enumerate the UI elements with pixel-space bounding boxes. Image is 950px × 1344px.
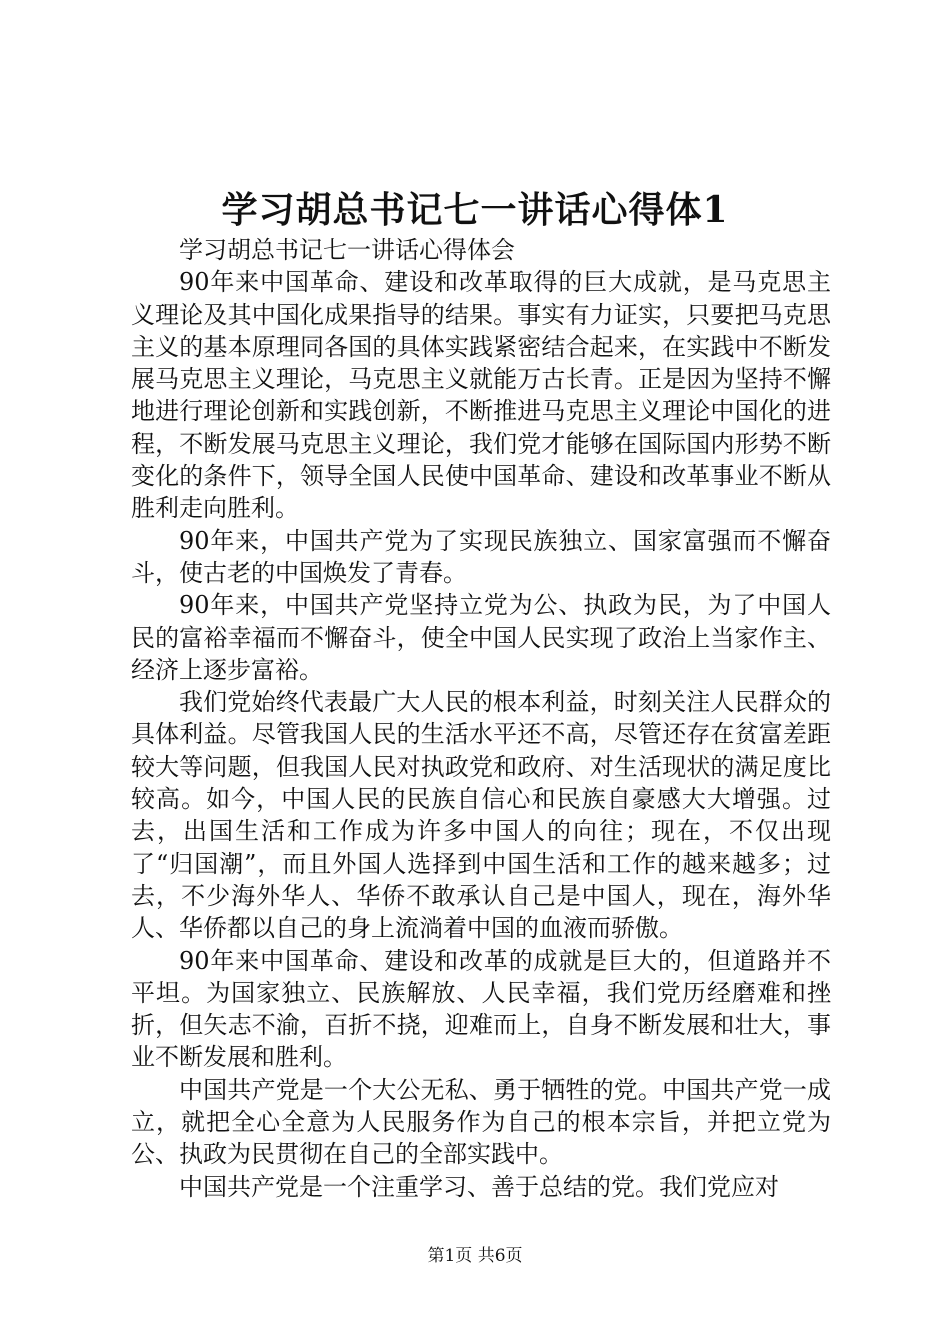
paragraph: 中国共产党是一个大公无私、勇于牺牲的党。中国共产党一成立，就把全心全意为人民服务作为自己的根本宗旨，并把立党为公、执政为民贯彻在自己的全部实践中。 (131, 1075, 831, 1169)
paragraph: 中国共产党是一个注重学习、善于总结的党。我们党应对 (179, 1172, 779, 1201)
paragraph: 90年来，中国共产党为了实现民族独立、国家富强而不懈奋斗，使古老的中国焕发了青春。 (131, 526, 831, 587)
page-number: 第1页 共6页 (427, 1246, 523, 1266)
document-title: 学习胡总书记七一讲话心得体1 (221, 189, 729, 231)
paragraph-subtitle: 学习胡总书记七一讲话心得体会 (179, 236, 515, 264)
paragraph: 90年来中国革命、建设和改革取得的巨大成就，是马克思主义理论及其中国化成果指导的结果。事实有力证实，只要把马克思主义的基本原理同各国的具体实践紧密结合起来，在实践中不断发展马克思主义理论，马克思主义就能万古长青。正是因为坚持不懈地进行理论创新和实践创新，不断推进马克思主义理论中国化的进程，不断发展马克思主义理论，我们党才能够在国际国内形势不断变化的条件下，领导全国人民使中国革命、建设和改革事业不断从胜利走向胜利。 (131, 268, 831, 523)
paragraph: 90年来，中国共产党坚持立党为公、执政为民，为了中国人民的富裕幸福而不懈奋斗，使全中国人民实现了政治上当家作主、经济上逐步富裕。 (131, 591, 831, 684)
page-footer (0, 1245, 950, 1267)
paragraph: 90年来中国革命、建设和改革的成就是巨大的，但道路并不平坦。为国家独立、民族解放、人民幸福，我们党历经磨难和挫折，但矢志不渝，百折不挠，迎难而上，自身不断发展和壮大，事业不断发展和胜利。 (131, 946, 831, 1072)
paragraph: 我们党始终代表最广大人民的根本利益，时刻关注人民群众的具体利益。尽管我国人民的生活水平还不高，尽管还存在贫富差距较大等问题，但我国人民对执政党和政府、对生活现状的满足度比较高。如今，中国人民的民族自信心和民族自豪感大大增强。过去，出国生活和工作成为许多中国人的向往；现在，不仅出现了“归国潮”，而且外国人选择到中国生活和工作的越来越多；过去，不少海外华人、华侨不敢承认自己是中国人，现在，海外华人、华侨都以自己的身上流淌着中国的血液而骄傲。 (131, 688, 831, 943)
document-body (131, 234, 831, 1203)
